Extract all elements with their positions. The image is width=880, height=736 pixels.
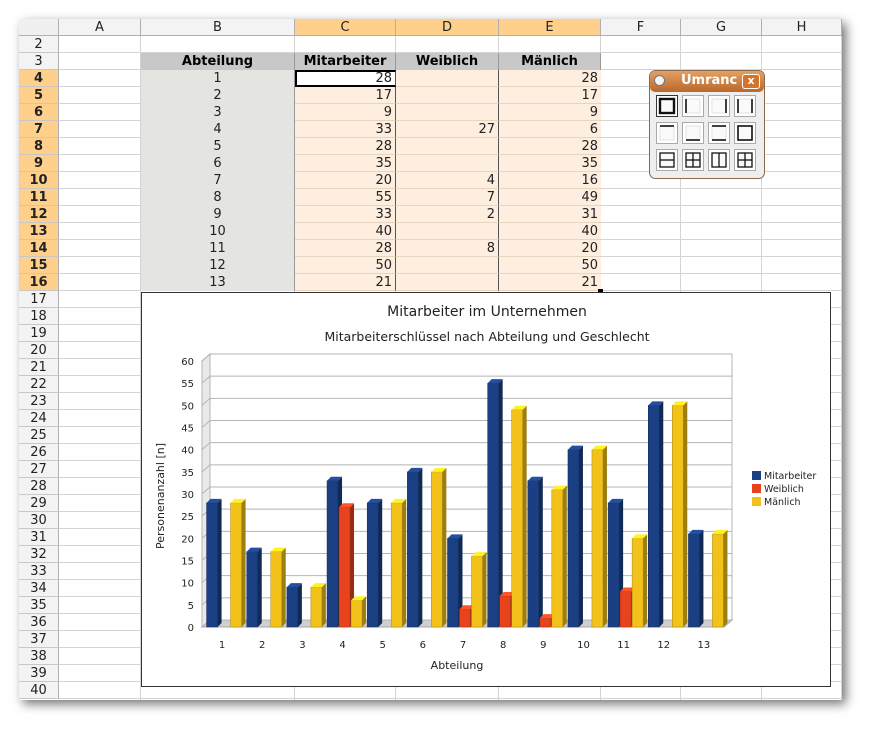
chart-bar-side — [483, 552, 487, 627]
chart-bar — [367, 503, 378, 627]
border-cell-outline — [660, 126, 674, 140]
row-header-23[interactable]: 23 — [19, 393, 59, 410]
table-cell[interactable]: 28 — [295, 70, 396, 87]
row-header-33[interactable]: 33 — [19, 563, 59, 580]
table-cell[interactable]: 27 — [396, 121, 499, 138]
chart-bar — [339, 507, 350, 627]
border-horizontal-inner-button[interactable] — [656, 149, 678, 171]
chart-bar — [540, 618, 551, 627]
table-cell[interactable]: 35 — [295, 155, 396, 172]
border-top-bottom-button[interactable] — [708, 122, 730, 144]
border-style-icon — [709, 123, 729, 143]
table-cell[interactable]: 2 — [396, 206, 499, 223]
chart-bar-side — [282, 548, 286, 627]
row-header-20[interactable]: 20 — [19, 342, 59, 359]
border-style-icon — [657, 96, 677, 116]
chart-bar — [472, 556, 483, 627]
table-cell[interactable]: 20 — [499, 240, 601, 257]
table-cell[interactable]: 7 — [396, 189, 499, 206]
border-outer-thick-button[interactable] — [656, 95, 678, 117]
chart-bar — [407, 472, 418, 627]
x-tick-label: 6 — [419, 640, 427, 651]
table-cell[interactable]: 33 — [295, 121, 396, 138]
chart-bar — [271, 552, 282, 627]
chart-bar — [448, 538, 459, 627]
border-cell-outline — [686, 126, 700, 140]
table-cell[interactable]: 28 — [499, 138, 601, 155]
x-tick-label: 3 — [299, 640, 306, 651]
table-cell[interactable]: 50 — [499, 257, 601, 274]
table-cell[interactable]: 49 — [499, 189, 601, 206]
header-mitarbeiter[interactable]: Mitarbeiter — [295, 53, 396, 70]
border-style-icon — [735, 150, 755, 170]
column-header-d[interactable]: D — [396, 19, 499, 36]
x-tick-label: 13 — [697, 640, 711, 651]
column-header-b[interactable]: B — [141, 19, 295, 36]
table-cell[interactable]: 21 — [499, 274, 601, 291]
chart-bar — [311, 587, 322, 627]
x-tick-label: 9 — [540, 640, 547, 651]
table-cell[interactable]: 50 — [295, 257, 396, 274]
chart-bar — [528, 481, 539, 627]
chart-bar-side — [402, 499, 406, 627]
y-tick-label: 40 — [181, 445, 194, 457]
table-cell[interactable]: 11 — [141, 240, 295, 257]
table-cell[interactable] — [396, 70, 499, 87]
table-cell[interactable]: 55 — [295, 189, 396, 206]
column-header-h[interactable]: H — [762, 19, 842, 36]
row-header-17[interactable]: 17 — [19, 291, 59, 308]
table-cell[interactable]: 35 — [499, 155, 601, 172]
table-cell[interactable]: 28 — [295, 240, 396, 257]
row-header-39[interactable]: 39 — [19, 665, 59, 682]
table-cell[interactable] — [396, 87, 499, 104]
table-cell[interactable]: 33 — [295, 206, 396, 223]
border-outer-button[interactable] — [734, 122, 756, 144]
chart-bar — [620, 592, 631, 627]
chart-bar — [512, 410, 523, 627]
border-style-icon — [683, 150, 703, 170]
chart-bar-side — [723, 530, 727, 627]
table-cell[interactable] — [396, 274, 499, 291]
table-cell[interactable]: 31 — [499, 206, 601, 223]
table-cell[interactable] — [396, 138, 499, 155]
palette-close-button[interactable] — [742, 74, 760, 89]
row-header-36[interactable]: 36 — [19, 614, 59, 631]
border-cell-outline — [738, 126, 752, 140]
table-cell[interactable]: 21 — [295, 274, 396, 291]
table-cell[interactable]: 6 — [499, 121, 601, 138]
chart-bar — [287, 587, 298, 627]
legend-swatch — [752, 471, 761, 480]
table-cell[interactable]: 9 — [295, 104, 396, 121]
table-cell[interactable]: 28 — [499, 70, 601, 87]
y-tick-label: 50 — [181, 401, 194, 413]
chart-bar-side — [298, 583, 302, 627]
table-cell[interactable] — [396, 104, 499, 121]
chart-bar — [712, 534, 723, 627]
chart-bar-side — [418, 468, 422, 627]
y-tick-label: 55 — [181, 379, 194, 391]
border-style-icon — [683, 96, 703, 116]
row-header-26[interactable]: 26 — [19, 444, 59, 461]
row-header-5[interactable]: 5 — [19, 87, 59, 104]
table-cell[interactable]: 9 — [141, 206, 295, 223]
border-cell-outline — [712, 99, 726, 113]
chart-bar-side — [539, 477, 543, 627]
row-header-22[interactable]: 22 — [19, 376, 59, 393]
chart-bar — [231, 503, 242, 627]
y-tick-label: 10 — [181, 578, 194, 590]
chart-bar — [552, 490, 563, 627]
row-header-24[interactable]: 24 — [19, 410, 59, 427]
chart-bar-side — [643, 534, 647, 627]
row-header-15[interactable]: 15 — [19, 257, 59, 274]
column-header-a[interactable]: A — [59, 19, 141, 36]
row-header-35[interactable]: 35 — [19, 597, 59, 614]
select-all-corner[interactable] — [19, 19, 59, 36]
chart-bar — [431, 472, 442, 627]
table-cell[interactable] — [396, 223, 499, 240]
border-bottom-button[interactable] — [682, 122, 704, 144]
chart-bar-side — [242, 499, 246, 627]
row-header-37[interactable]: 37 — [19, 631, 59, 648]
row-header-19[interactable]: 19 — [19, 325, 59, 342]
chart-bar — [247, 552, 258, 627]
table-cell[interactable]: 3 — [141, 104, 295, 121]
border-style-icon — [709, 150, 729, 170]
border-right-button[interactable] — [708, 95, 730, 117]
table-cell[interactable] — [396, 155, 499, 172]
row-header-14[interactable]: 14 — [19, 240, 59, 257]
row-header-28[interactable]: 28 — [19, 478, 59, 495]
chart-subtitle: Mitarbeiterschlüssel nach Abteilung und Geschlecht — [324, 329, 650, 344]
table-cell[interactable]: 8 — [141, 189, 295, 206]
chart-bar — [391, 503, 402, 627]
border-style-icon — [709, 96, 729, 116]
row-header-2[interactable]: 2 — [19, 36, 59, 53]
legend-swatch — [752, 497, 761, 506]
chart-bar-side — [523, 406, 527, 627]
table-cell[interactable]: 13 — [141, 274, 295, 291]
x-tick-label: 7 — [459, 640, 467, 651]
y-tick-label: 15 — [181, 556, 194, 568]
y-tick-label: 45 — [181, 423, 194, 435]
table-cell[interactable]: 12 — [141, 257, 295, 274]
chart-bar — [592, 450, 603, 627]
row-header-27[interactable]: 27 — [19, 461, 59, 478]
table-cell[interactable]: 40 — [295, 223, 396, 240]
row-header-31[interactable]: 31 — [19, 529, 59, 546]
table-cell[interactable]: 1 — [141, 70, 295, 87]
border-cell-outline — [712, 126, 726, 140]
chart-bar-side — [378, 499, 382, 627]
chart-bar — [672, 405, 683, 627]
bar-chart — [142, 293, 832, 688]
chart-bar — [327, 481, 338, 627]
row-header-11[interactable]: 11 — [19, 189, 59, 206]
y-tick-label: 60 — [181, 357, 194, 368]
column-header-e[interactable]: E — [499, 19, 601, 36]
chart-bar — [648, 405, 659, 627]
x-tick-label: 8 — [499, 640, 507, 651]
row-header-21[interactable]: 21 — [19, 359, 59, 376]
border-left-right-button[interactable] — [734, 95, 756, 117]
table-cell[interactable]: 40 — [499, 223, 601, 240]
table-cell[interactable]: 7 — [141, 172, 295, 189]
border-vertical-inner-button[interactable] — [708, 149, 730, 171]
chart-bar-side — [659, 401, 663, 627]
row-header-16[interactable]: 16 — [19, 274, 59, 291]
legend-swatch — [752, 484, 761, 493]
row-header-8[interactable]: 8 — [19, 138, 59, 155]
y-axis-label: Personenanzahl [n] — [154, 442, 167, 550]
border-style-icon — [735, 96, 755, 116]
chart-bar — [460, 609, 471, 627]
x-axis-label: Abteilung — [430, 659, 484, 672]
x-tick-label: 10 — [577, 640, 590, 651]
row-header-6[interactable]: 6 — [19, 104, 59, 121]
palette-menu-icon[interactable] — [654, 75, 665, 86]
table-cell[interactable]: 17 — [499, 87, 601, 104]
legend-label: Weiblich — [764, 484, 804, 495]
chart-bar-side — [322, 583, 326, 627]
y-tick-label: 25 — [181, 512, 194, 524]
table-cell[interactable]: 8 — [396, 240, 499, 257]
x-tick-label: 4 — [339, 640, 346, 651]
chart-bar — [568, 450, 579, 627]
chart-bar-side — [579, 446, 583, 627]
border-top-button[interactable] — [656, 122, 678, 144]
column-header-f[interactable]: F — [601, 19, 681, 36]
table-cell[interactable] — [396, 257, 499, 274]
table-cell[interactable]: 16 — [499, 172, 601, 189]
chart-bar — [351, 600, 362, 627]
table-cell[interactable]: 28 — [295, 138, 396, 155]
column-gridline — [841, 36, 842, 700]
chart-bar — [500, 596, 511, 627]
border-style-icon — [735, 123, 755, 143]
y-tick-label: 5 — [187, 600, 194, 612]
row-header-34[interactable]: 34 — [19, 580, 59, 597]
table-cell[interactable]: 5 — [141, 138, 295, 155]
table-cell[interactable]: 2 — [141, 87, 295, 104]
row-header-18[interactable]: 18 — [19, 308, 59, 325]
column-header-c[interactable]: C — [295, 19, 396, 36]
border-left-button[interactable] — [682, 95, 704, 117]
chart-object[interactable] — [141, 292, 831, 687]
y-tick-label: 0 — [187, 623, 194, 634]
border-cell-outline — [660, 99, 674, 113]
chart-bar — [608, 503, 619, 627]
x-tick-label: 1 — [218, 640, 226, 651]
header-maenlich[interactable]: Mänlich — [499, 53, 601, 70]
chart-bar-side — [442, 468, 446, 627]
chart-bar-side — [258, 548, 262, 627]
chart-bar-side — [563, 486, 567, 627]
header-weiblich[interactable]: Weiblich — [396, 53, 499, 70]
table-cell[interactable]: 9 — [499, 104, 601, 121]
row-header-38[interactable]: 38 — [19, 648, 59, 665]
border-cell-outline — [686, 99, 700, 113]
chart-bar-side — [603, 446, 607, 627]
y-tick-label: 20 — [181, 534, 194, 546]
row-header-7[interactable]: 7 — [19, 121, 59, 138]
x-tick-label: 12 — [657, 640, 671, 651]
row-header-13[interactable]: 13 — [19, 223, 59, 240]
border-style-icon — [657, 150, 677, 170]
row-header-30[interactable]: 30 — [19, 512, 59, 529]
row-header-3[interactable]: 3 — [19, 53, 59, 70]
table-cell[interactable]: 20 — [295, 172, 396, 189]
table-cell[interactable]: 17 — [295, 87, 396, 104]
chart-bar — [632, 538, 643, 627]
table-cell[interactable]: 4 — [141, 121, 295, 138]
border-style-icon — [657, 123, 677, 143]
row-header-29[interactable]: 29 — [19, 495, 59, 512]
y-tick-label: 35 — [181, 467, 194, 479]
legend-label: Mitarbeiter — [764, 471, 817, 482]
chart-bar-side — [362, 596, 366, 627]
x-tick-label: 2 — [259, 640, 266, 651]
border-grid-button[interactable] — [734, 149, 756, 171]
borders-palette[interactable] — [649, 70, 765, 179]
palette-title[interactable]: Umranc — [681, 73, 738, 88]
chart-bar — [207, 503, 218, 627]
close-icon: x — [747, 74, 755, 87]
legend-label: Mänlich — [764, 497, 801, 508]
chart-bar-side — [218, 499, 222, 627]
y-tick-label: 30 — [181, 490, 194, 501]
row-gridline — [59, 698, 842, 699]
x-tick-label: 11 — [617, 640, 630, 651]
chart-bar-side — [499, 379, 503, 627]
row-header-32[interactable]: 32 — [19, 546, 59, 563]
chart-title: Mitarbeiter im Unternehmen — [387, 304, 587, 320]
column-header-g[interactable]: G — [681, 19, 762, 36]
border-cell-outline — [738, 99, 752, 113]
row-header-9[interactable]: 9 — [19, 155, 59, 172]
table-cell[interactable]: 6 — [141, 155, 295, 172]
row-header-10[interactable]: 10 — [19, 172, 59, 189]
row-header-12[interactable]: 12 — [19, 206, 59, 223]
chart-bar-side — [683, 401, 687, 627]
row-header-40[interactable]: 40 — [19, 682, 59, 699]
border-style-icon — [683, 123, 703, 143]
chart-bar-side — [699, 530, 703, 627]
x-tick-label: 5 — [379, 640, 386, 651]
row-header-4[interactable]: 4 — [19, 70, 59, 87]
border-all-button[interactable] — [682, 149, 704, 171]
header-abteilung[interactable]: Abteilung — [141, 53, 295, 70]
chart-bar — [488, 383, 499, 627]
chart-bar — [688, 534, 699, 627]
table-cell[interactable]: 4 — [396, 172, 499, 189]
row-header-25[interactable]: 25 — [19, 427, 59, 444]
table-cell[interactable]: 10 — [141, 223, 295, 240]
